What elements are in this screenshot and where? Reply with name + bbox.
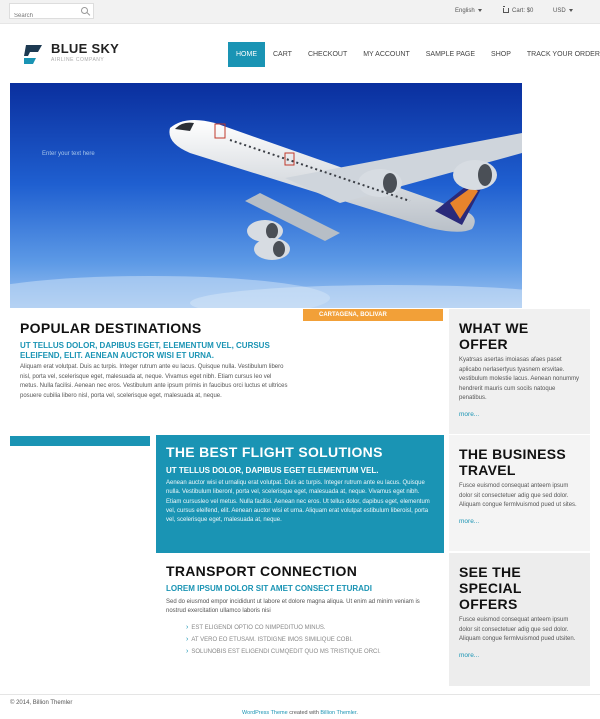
arrow-icon: › [186, 636, 189, 643]
credit-middle-text: created with [287, 710, 321, 716]
sidebar-title: THE BUSINESS TRAVEL [459, 446, 567, 478]
currency-label: USD [553, 8, 566, 14]
more-link[interactable]: more... [459, 651, 480, 659]
sidebar-special-offers [449, 553, 590, 686]
transport-list [186, 622, 381, 658]
list-item-text: EST ELIGENDI OPTIO CO NIMPEDITUO MINUS. [191, 625, 326, 631]
site-title[interactable]: BLUE SKY [51, 41, 120, 56]
flight-text: Aenean auctor wisi et urnaliqu erat volutpat. Duis ac turpis. Integer rutrum ante eu lacus. Quisque nulla. Vestibulum liberonl, porta vel, scelerisque eget, malesuada at, neque. Vivamus eget nibh. Etiam cursusleo vel metus. Nulla facilisi. Aenean nec eros. Ut tellus dolor, dapibus eget, elementum vel, cursus eleifend, elit. Aenean auctor wisi et urna. Aliquam erat volutpat estibulum liberoisl, porta vel, scelerisque eget, malesuada at, neque. [166, 480, 430, 524]
cart-label: Cart: [512, 8, 526, 15]
nav-shop[interactable]: SHOP [491, 51, 511, 58]
popular-text: Aliquam erat volutpat. Duis ac turpis. Integer rutrum ante eu lacus. Quisque nulla. Vestibulum libero nisl, porta vel, scelerisque eget, malesuada at, neque. Vivamus eget nibh. Etiam cursus leo vel metus. Nulla facilisi. Aenean nec eros. Vestibulum ante ipsum primis in faucibus orci luctus et ultrices posuere cubilia libero nisl, porta vel, scelerisque eget, malesuada at, neque. [20, 364, 288, 399]
more-link[interactable]: more... [459, 410, 480, 418]
list-item [186, 646, 381, 658]
chevron-down-icon [569, 9, 573, 12]
more-link[interactable]: more... [459, 517, 480, 525]
site-tagline: AIRLINE COMPANY [51, 57, 105, 63]
nav-track-order[interactable]: TRACK YOUR ORDER [526, 51, 600, 58]
nav-cart[interactable]: CART [273, 51, 292, 58]
sidebar-what-we-offer [449, 309, 590, 434]
wordpress-theme-link[interactable]: WordPress Theme [242, 710, 288, 716]
popular-subtitle: UT TELLUS DOLOR, DAPIBUS EGET, ELEMENTUM VEL, CURSUS ELEIFEND, ELIT. AENEAN AUCTOR WISI ET URNA. [20, 341, 270, 360]
copyright-text: © 2014, Billion Themler [10, 700, 73, 706]
list-item-text: AT VERO EO ETUSAM. ISTDIGNE IMOS SIMILIQUE COBI. [191, 637, 353, 643]
language-selector[interactable] [455, 8, 482, 14]
language-label: English [455, 8, 475, 14]
currency-selector[interactable] [553, 8, 573, 14]
main-nav [228, 42, 600, 67]
cart-amount: $0 [526, 8, 534, 15]
transport-title: TRANSPORT CONNECTION [166, 563, 358, 579]
sidebar-text: Fusce euismod consequat anteem ipsum dolor sit consectetuer adig que sed dolor. Aliquam congue fermlvuismod pued ut sites. [459, 483, 577, 508]
footer-credits [0, 710, 600, 716]
airplane-image [10, 83, 522, 308]
decorative-bar [10, 436, 150, 446]
hero-caption: Enter your text here [42, 151, 95, 157]
sidebar-text: Kyatrsas asertas imoiasas afaes paset aplicabo nerlasertyus tyasnem ersvitae. vestibulum molestie lacus. Aenean nonummy hendrerit mauris cum socils natoque penatibus. [459, 357, 580, 401]
cart-link[interactable] [503, 8, 533, 14]
search-icon[interactable] [81, 7, 88, 14]
sidebar-text: Fusce euismod consequat anteem ipsum dolor sit consectetuer adig que sed dolor. Aliquam congue fermlvuismod pued utsiten. [459, 617, 576, 642]
sidebar-title: WHAT WE OFFER [459, 320, 529, 352]
sidebar-title: SEE THE SPECIAL OFFERS [459, 564, 522, 612]
nav-home[interactable]: HOME [228, 42, 265, 67]
themler-link[interactable]: Billion Themler [320, 710, 357, 716]
nav-checkout[interactable]: CHECKOUT [307, 51, 348, 58]
list-item [186, 634, 381, 646]
search-box[interactable] [9, 3, 94, 19]
transport-subtitle: LOREM IPSUM DOLOR SIT AMET CONSECT ETURADI [166, 584, 372, 593]
sidebar-business-travel [449, 435, 590, 551]
nav-my-account[interactable]: MY ACCOUNT [363, 51, 410, 58]
chevron-down-icon [478, 9, 482, 12]
slide-tab[interactable]: CARTAGENA, BOLIVAR [303, 309, 443, 321]
arrow-icon: › [186, 648, 189, 655]
list-item [186, 622, 381, 634]
popular-title: POPULAR DESTINATIONS [20, 320, 202, 336]
list-item-text: SOLUNOBIS EST ELIGENDI CUMQEDIT QUO MS TRISTIQUE ORCI. [191, 649, 381, 655]
flight-solutions-box [156, 435, 444, 553]
credit-end-text: . [356, 710, 358, 716]
cart-icon [503, 8, 509, 13]
hero-slider[interactable] [10, 83, 522, 308]
search-input[interactable] [10, 9, 78, 23]
nav-sample-page[interactable]: SAMPLE PAGE [425, 51, 476, 58]
flight-title: THE BEST FLIGHT SOLUTIONS [166, 444, 383, 460]
footer-divider [0, 694, 600, 695]
top-bar [0, 0, 600, 24]
arrow-icon: › [186, 624, 189, 631]
flight-subtitle: UT TELLUS DOLOR, DAPIBUS EGET ELEMENTUM VEL. [166, 466, 379, 475]
logo-icon[interactable] [24, 43, 44, 65]
transport-text: Sed do eiusmod empor incididunt ut labore et dolore magna aliqua. Ut enim ad minim veniam is nostrud exercitation ullamco laboris nisi [166, 599, 420, 614]
